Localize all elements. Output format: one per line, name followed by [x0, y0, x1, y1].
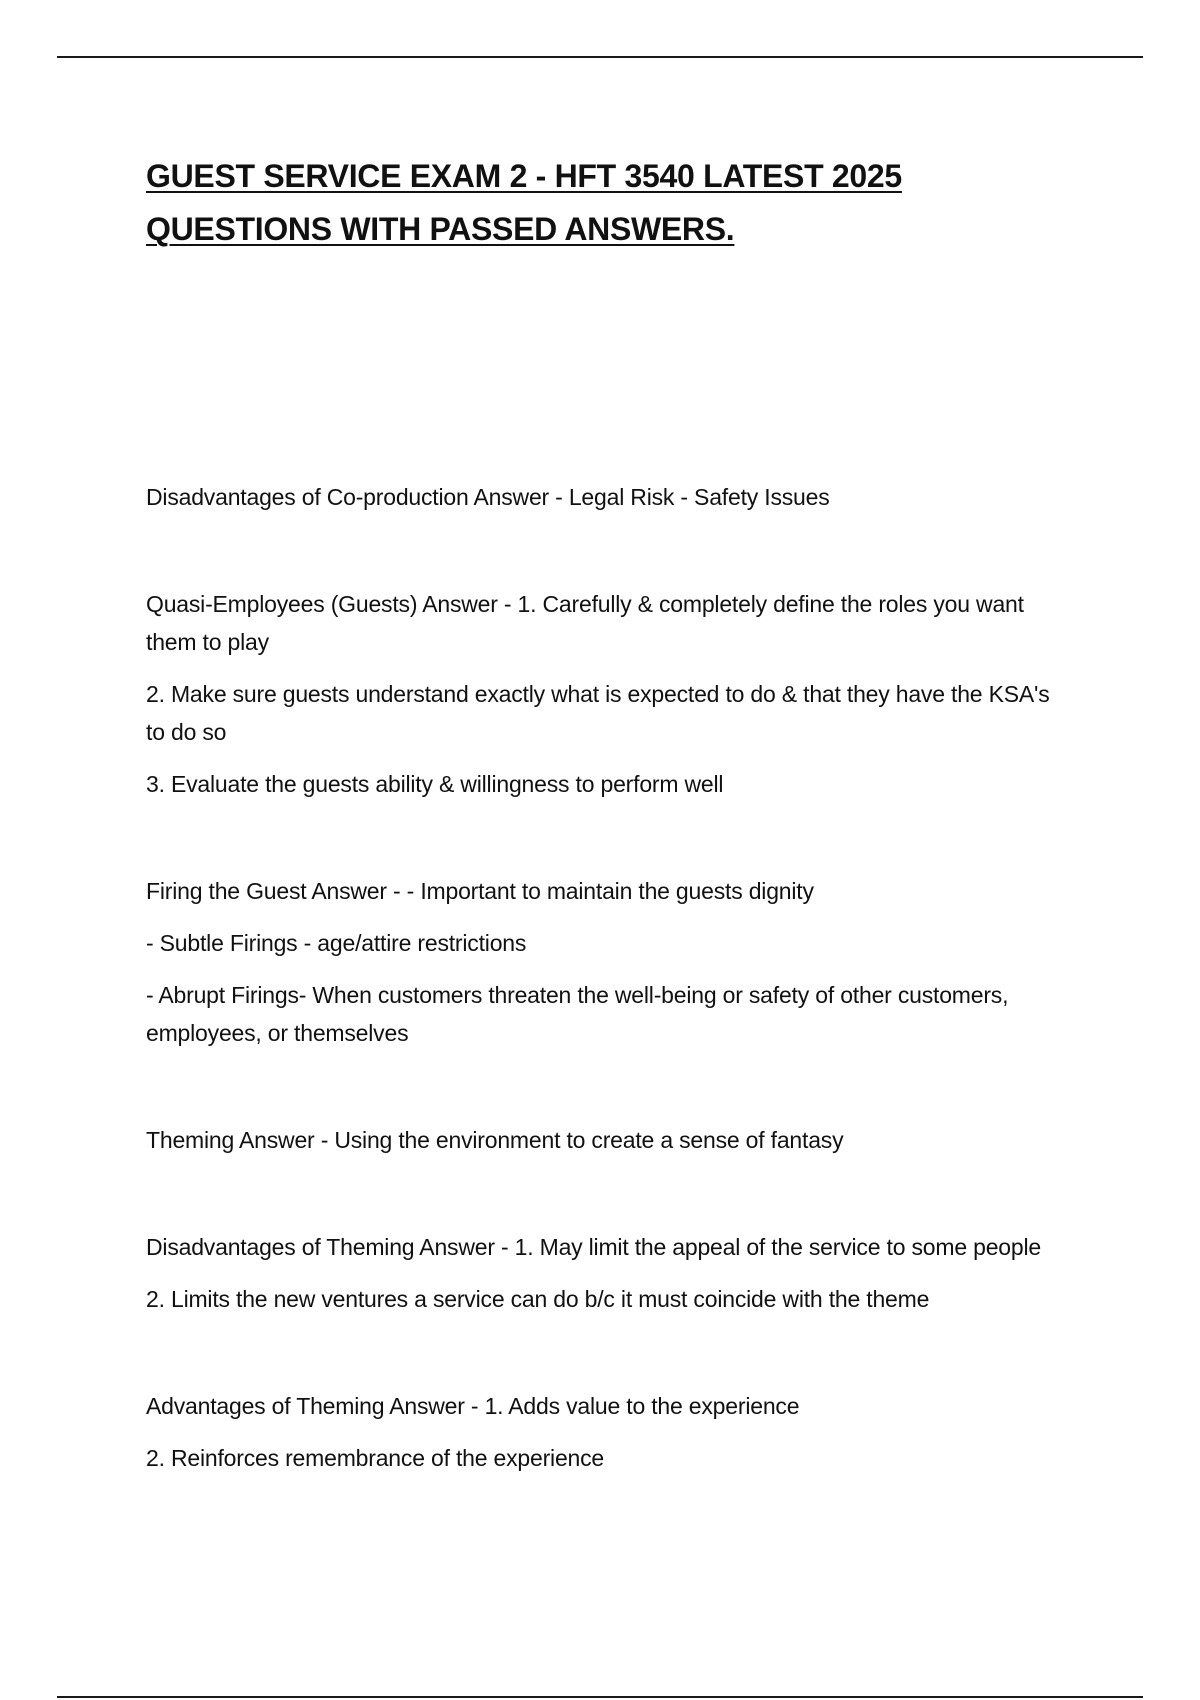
qa-line: 2. Limits the new ventures a service can do b/c it must coincide with the theme	[146, 1286, 930, 1312]
qa-line: Theming Answer - Using the environment to create a sense of fantasy	[146, 1127, 844, 1153]
qa-list	[146, 478, 1066, 1546]
qa-line: Firing the Guest Answer - - Important to maintain the guests dignity	[146, 878, 814, 904]
qa-line: Disadvantages of Theming Answer - 1. May limit the appeal of the service to some people	[146, 1234, 1041, 1260]
footer-rule	[57, 1696, 1143, 1698]
qa-line: Quasi-Employees (Guests) Answer - 1. Carefully & completely define the roles you want them to play	[146, 591, 1024, 655]
qa-line: Disadvantages of Co-production Answer - Legal Risk - Safety Issues	[146, 484, 830, 510]
qa-entry-firing-the-guest	[146, 872, 1066, 1052]
qa-entry-quasi-employees	[146, 585, 1066, 803]
document-title-line-1: GUEST SERVICE EXAM 2 - HFT 3540 LATEST 2025	[146, 158, 902, 194]
qa-line: 3. Evaluate the guests ability & willingness to perform well	[146, 771, 724, 797]
qa-entry-theming	[146, 1121, 1066, 1159]
qa-line: 2. Make sure guests understand exactly what is expected to do & that they have the KSA's to do so	[146, 681, 1050, 745]
header-rule	[57, 56, 1143, 58]
qa-line: Advantages of Theming Answer - 1. Adds value to the experience	[146, 1393, 800, 1419]
document-title-line-2: QUESTIONS WITH PASSED ANSWERS.	[146, 211, 735, 247]
document-title	[146, 150, 1046, 256]
qa-line: - Abrupt Firings- When customers threaten the well-being or safety of other customers, employees, or themselves	[146, 982, 1009, 1046]
qa-entry-theming-advantages	[146, 1387, 1066, 1477]
qa-line: 2. Reinforces remembrance of the experience	[146, 1445, 605, 1471]
qa-entry-theming-disadvantages	[146, 1228, 1066, 1318]
qa-line: - Subtle Firings - age/attire restrictions	[146, 930, 527, 956]
qa-entry-coproduction-disadvantages	[146, 478, 1066, 516]
